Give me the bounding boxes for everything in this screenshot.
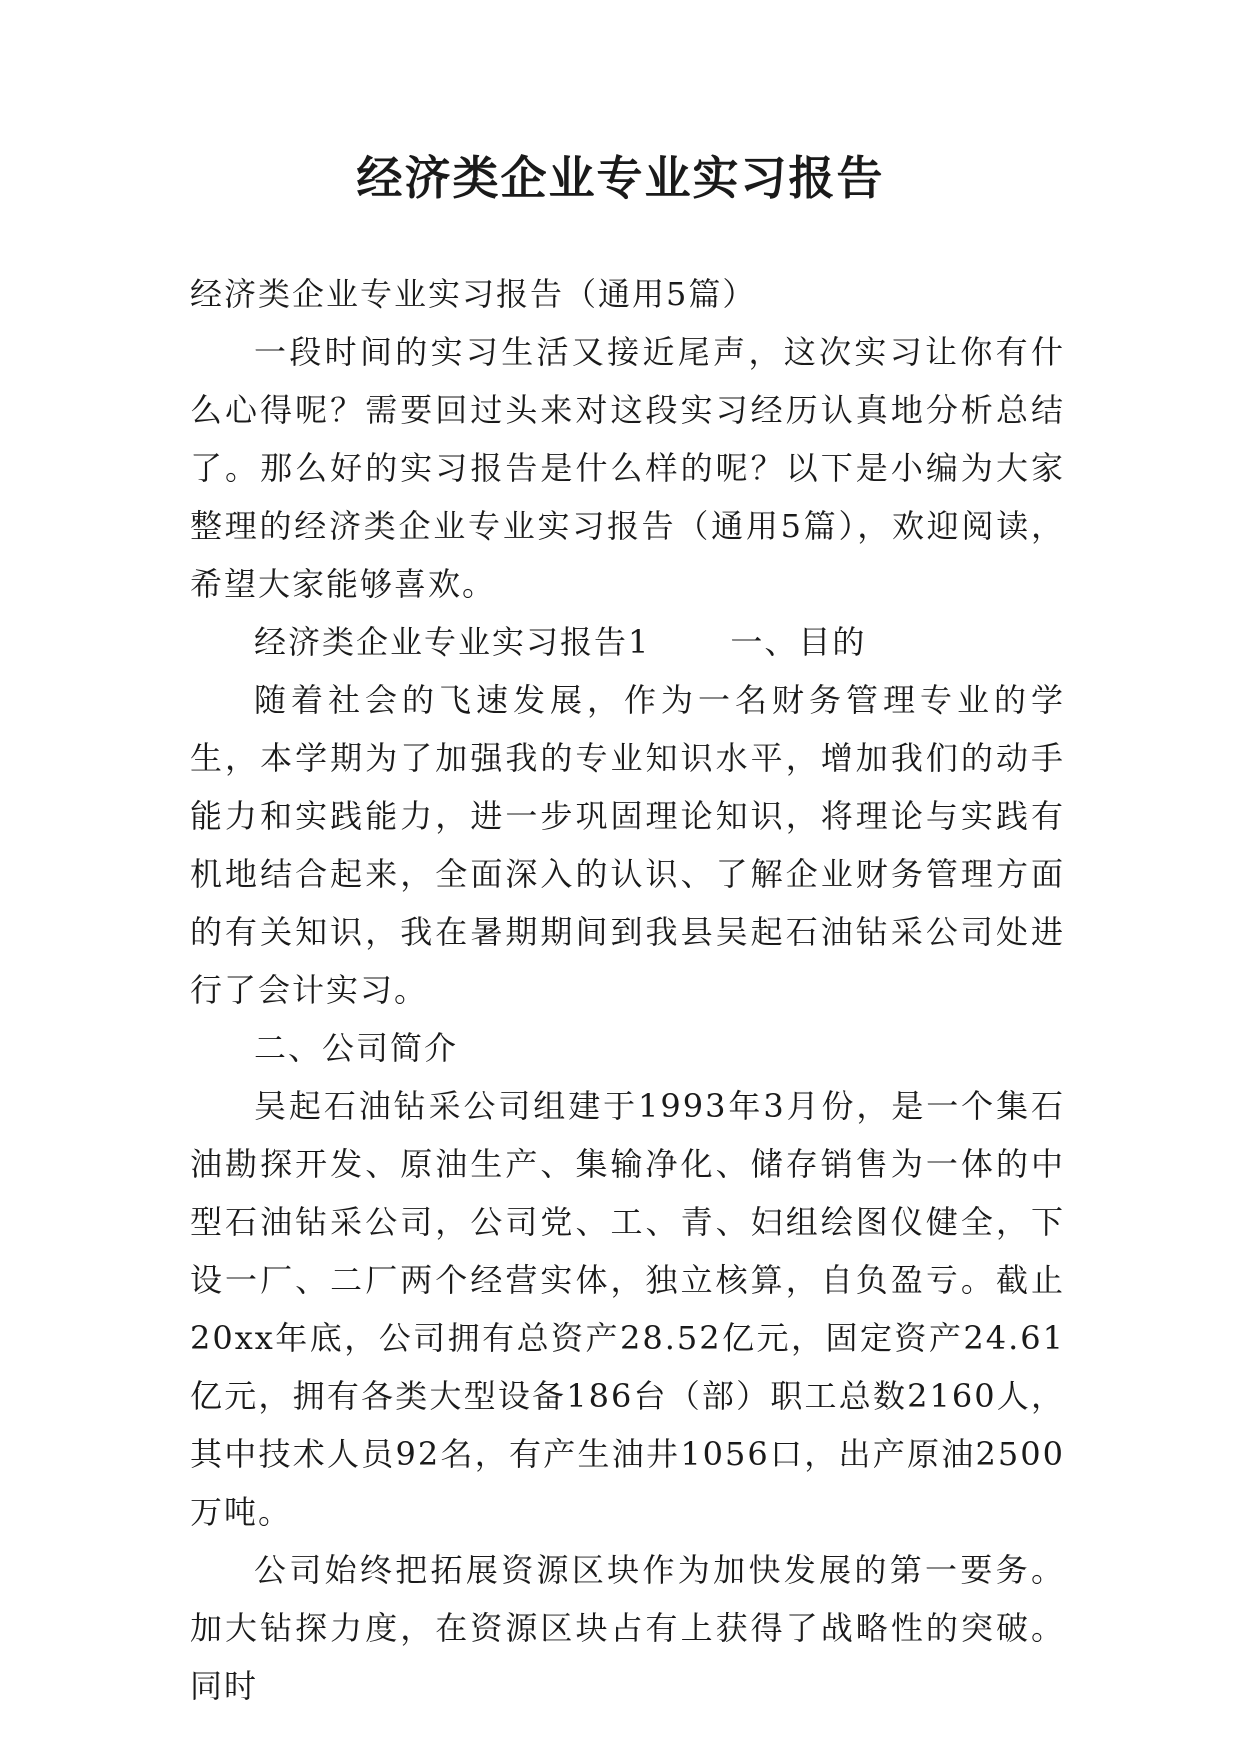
section-heading: 经济类企业专业实习报告1 <box>254 623 651 661</box>
subtitle-paragraph: 经济类企业专业实习报告（通用5篇） <box>190 275 757 313</box>
company-paragraph: 吴起石油钻采公司组建于1993年3月份，是一个集石油勘探开发、原油生产、集输净化、储存销售为一体的中型石油钻采公司，公司党、工、青、妇组绘图仪健全，下设一厂、二厂两个经营实体，独立核算，自负盈亏。截止20xx年底，公司拥有总资产28.52亿元，固定资产24.61亿元，拥有各类大型设备186台（部）职工总数2160人，其中技术人员92名，有产生油井1056口，出产原油2500万吨。 <box>190 1087 1065 1531</box>
intro-paragraph: 一段时间的实习生活又接近尾声，这次实习让你有什么心得呢？需要回过头来对这段实习经历认真地分析总结了。那么好的实习报告是什么样的呢？以下是小编为大家整理的经济类企业专业实习报告（通用5篇），欢迎阅读，希望大家能够喜欢。 <box>190 333 1065 603</box>
document-title: 经济类企业专业实习报告 <box>356 151 885 205</box>
purpose-paragraph: 随着社会的飞速发展，作为一名财务管理专业的学生，本学期为了加强我的专业知识水平，增加我们的动手能力和实践能力，进一步巩固理论知识，将理论与实践有机地结合起来，全面深入的认识、了解企业财务管理方面的有关知识，我在暑期期间到我县吴起石油钻采公司处进行了会计实习。 <box>190 681 1065 1009</box>
section-heading-line <box>190 613 1065 671</box>
strategy-paragraph: 公司始终把拓展资源区块作为加快发展的第一要务。加大钻探力度，在资源区块占有上获得了战略性的突破。同时 <box>190 1551 1065 1705</box>
company-heading: 二、公司简介 <box>254 1029 459 1067</box>
section-subheading: 一、目的 <box>730 623 867 661</box>
document-body <box>190 265 1065 1715</box>
